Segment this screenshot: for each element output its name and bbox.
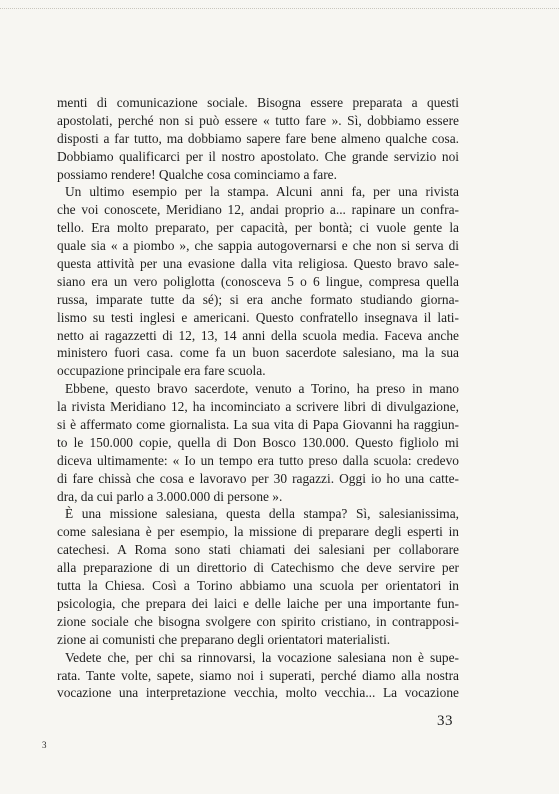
text-line: tutta la Chiesa. Così a Torino abbiamo una scuola per orientatori in: [57, 578, 459, 594]
text-line: È una missione salesiana, questa della stampa? Sì, salesianissima,: [65, 506, 459, 522]
page-edge-rule: [0, 8, 559, 9]
text-line: catechesi. A Roma sono stati chiamati dei salesiani per collaborare: [57, 542, 459, 558]
text-line: zione ai comunisti che preparano degli orientatori materialisti.: [57, 631, 391, 647]
text-line: che voi conoscete, Meridiano 12, andai proprio a... rapinare un confra-: [57, 202, 459, 218]
text-line: tello. Era molto preparato, per capacità, per bontà; ci vuole gente la: [57, 220, 459, 236]
signature-mark: 3: [42, 740, 47, 750]
text-line: disposti a far tutto, ma dobbiamo sapere fare bene almeno qualche cosa.: [57, 130, 459, 146]
text-line: menti di comunicazione sociale. Bisogna essere preparata a questi: [57, 95, 459, 110]
text-line: lismo su testi inglesi e americani. Questo confratello insegnava il lati-: [57, 309, 459, 325]
text-line: occupazione principale era fare scuola.: [57, 363, 266, 379]
page-number: 33: [437, 713, 453, 729]
text-line: quale sia « a piombo », che sappia autogovernarsi e che non si serva di: [57, 238, 459, 254]
text-line: dra, da cui parlo a 3.000.000 di persone ».: [57, 488, 283, 504]
text-line: to le 150.000 copie, quella di Don Bosco 130.000. Questo figliolo mi: [57, 434, 459, 450]
text-line: siano era un vero poliglotta (conosceva 5 o 6 lingue, compresa quella: [57, 273, 459, 289]
text-line: vocazione una interpretazione vecchia, molto vecchia... La vocazione: [57, 685, 459, 701]
text-line: di fare chissà che cosa e lavoravo per 30 ragazzi. Oggi io ho una catte-: [57, 470, 459, 486]
text-line: questa attività per una evasione dalla vita religiosa. Questo bravo sale-: [57, 256, 459, 272]
text-line: diceva ultimamente: « Io un tempo era tutto preso dalla scuola: credevo: [57, 452, 459, 468]
text-line: russa, imparate tutte da sé); si era anche formato studiando giorna-: [57, 291, 459, 307]
text-line: rata. Tante volte, sapete, siamo noi i superati, perché diamo alla nostra: [57, 667, 459, 683]
text-line: netto ai ragazzetti di 12, 13, 14 anni della scuola media. Faceva anche: [57, 327, 459, 343]
text-line: alla preparazione di un direttorio di Catechismo che deve servire per: [57, 560, 459, 576]
text-line: zione sociale che bisogna svolgere con spirito cristiano, in contrapposi-: [57, 613, 459, 629]
body-text: [57, 94, 459, 702]
text-line: si è affermato come giornalista. La sua vita di Papa Giovanni ha raggiun-: [57, 417, 459, 433]
text-line: possiamo rendere! Qualche cosa cominciamo a fare.: [57, 166, 337, 182]
text-line: psicologia, che prepara dei laici e delle laiche per una importante fun-: [57, 595, 459, 611]
text-line: ministero fuori casa. come fa un buon sacerdote salesiano, ma la sua: [57, 345, 459, 361]
text-line: Dobbiamo qualificarci per il nostro apostolato. Che grande servizio noi: [57, 148, 459, 164]
text-line: Un ultimo esempio per la stampa. Alcuni anni fa, per una rivista: [65, 184, 459, 200]
text-line: la rivista Meridiano 12, ha incominciato a scrivere libri di divulgazione,: [57, 399, 459, 415]
text-line: Vedete che, per chi sa rinnovarsi, la vocazione salesiana non è supe-: [65, 649, 459, 665]
text-line: come salesiana è per esempio, la missione di preparare degli esperti in: [57, 524, 459, 540]
text-line: Ebbene, questo bravo sacerdote, venuto a Torino, ha preso in mano: [65, 381, 459, 397]
text-line: apostolati, perché non si può essere « tutto fare ». Sì, dobbiamo essere: [57, 112, 459, 128]
